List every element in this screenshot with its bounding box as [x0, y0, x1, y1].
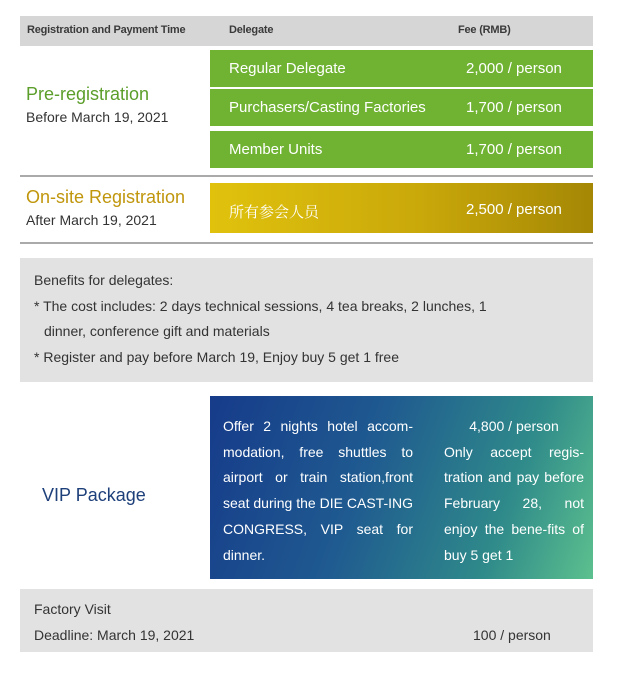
section-divider [20, 175, 593, 177]
vip-panel [210, 396, 593, 579]
factory-title: Factory Visit [34, 601, 111, 617]
delegate-type: 所有参会人员 [229, 204, 320, 221]
vip-price-block [444, 414, 584, 568]
fee-value: 1,700 / person [466, 99, 562, 116]
factory-visit-panel [20, 589, 593, 652]
header-registration-time: Registration and Payment Time [27, 24, 186, 36]
delegate-type: Regular Delegate [229, 60, 346, 77]
vip-note: Only accept regis-tration and pay before February 28, not enjoy the bene-fits of buy 5 get 1 [444, 443, 584, 563]
header-delegate: Delegate [229, 24, 274, 36]
benefits-title: Benefits for delegates: [34, 272, 174, 288]
section-divider [20, 242, 593, 244]
benefits-line-cost-cont: dinner, conference gift and materials [44, 323, 270, 339]
factory-fee: 100 / person [473, 627, 551, 643]
fee-row-onsite [210, 183, 593, 233]
vip-price: 4,800 / person [469, 418, 559, 434]
onsite-title: On-site Registration [26, 187, 186, 207]
onsite-deadline: After March 19, 2021 [26, 212, 157, 228]
benefits-line-early: * Register and pay before March 19, Enjoy buy 5 get 1 free [34, 349, 399, 365]
vip-package-label: VIP Package [42, 485, 146, 505]
benefits-line-cost: * The cost includes: 2 days technical sessions, 4 tea breaks, 2 lunches, 1 [34, 298, 487, 314]
factory-deadline: Deadline: March 19, 2021 [34, 627, 195, 643]
table-header [20, 16, 593, 46]
fee-value: 2,500 / person [466, 201, 562, 218]
delegate-type: Member Units [229, 141, 323, 158]
fee-value: 1,700 / person [466, 141, 562, 158]
fee-value: 2,000 / person [466, 60, 562, 77]
benefits-panel [20, 258, 593, 382]
pre-registration-title: Pre-registration [26, 84, 150, 104]
fee-row-purchasers [210, 89, 593, 126]
pre-registration-deadline: Before March 19, 2021 [26, 109, 169, 125]
fee-row-member-units [210, 131, 593, 168]
delegate-type: Purchasers/Casting Factories [229, 99, 426, 116]
vip-offer: Offer 2 nights hotel accom-modation, free shuttles to airport or train station,front seat during the DIE CAST-ING CONGRESS, VIP seat for dinner. [223, 418, 413, 563]
fee-row-regular [210, 50, 593, 87]
header-fee: Fee (RMB) [458, 24, 511, 36]
